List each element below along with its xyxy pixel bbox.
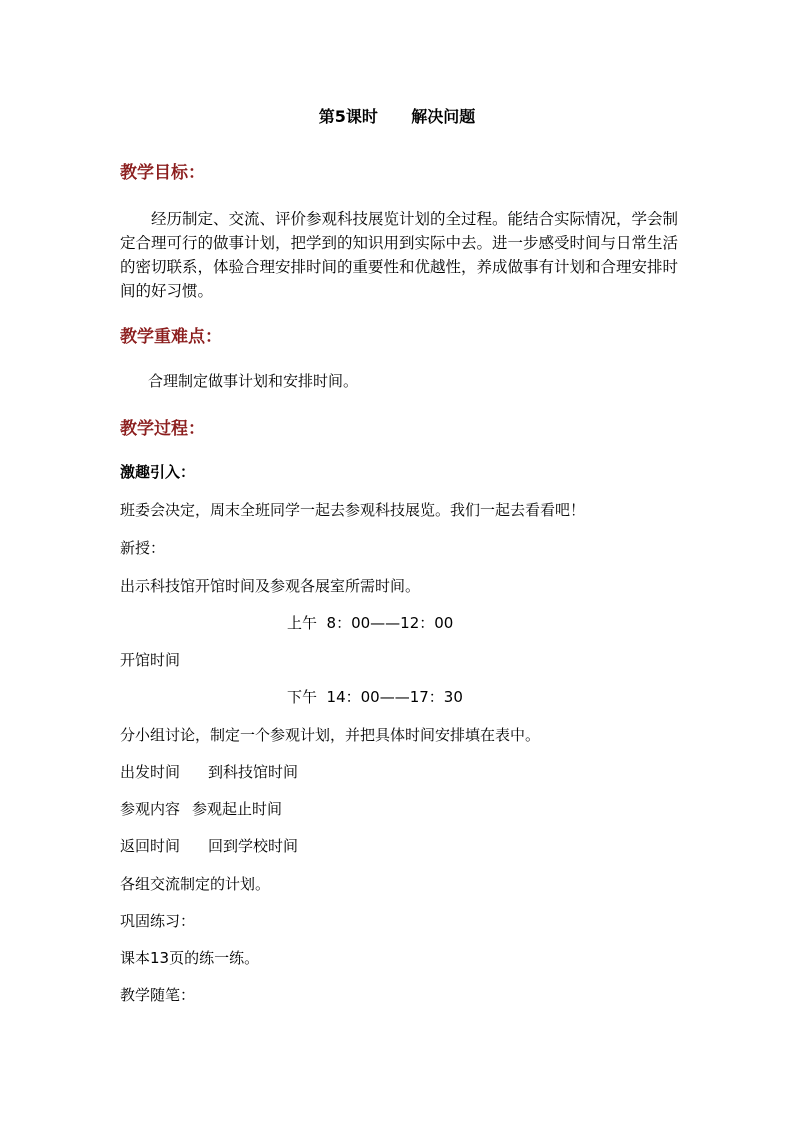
plan-row-label: 参观起止时间 [192,800,283,818]
afternoon-hours: 下午 14：00——17：30 [287,688,463,706]
practice-label: 巩固练习： [120,912,196,930]
page-title: 第5课时 解决问题 [318,107,476,126]
plan-row-label: 到科技馆时间 [208,763,299,781]
intro-label: 激趣引入： [120,463,196,481]
open-time-label: 开馆时间 [120,651,181,669]
key-points-text: 合理制定做事计划和安排时间。 [148,372,359,390]
plan-row-label: 回到学校时间 [208,837,299,855]
discuss-text: 分小组讨论，制定一个参观计划，并把具体时间安排填在表中。 [120,726,541,744]
plan-row-label: 出发时间 [120,763,181,781]
new-lesson-label: 新授： [120,539,166,557]
notes-label: 教学随笔： [120,986,196,1004]
exchange-text: 各组交流制定的计划。 [120,875,271,893]
plan-row-label: 返回时间 [120,837,181,855]
goals-heading: 教学目标： [120,163,205,183]
morning-hours: 上午 8：00——12：00 [287,614,454,632]
goals-paragraph: 经历制定、交流、评价参观科技展览计划的全过程。能结合实际情况，学会制定合理可行的做事计划，把学到的知识用到实际中去。进一步感受时间与日常生活的密切联系，体验合理安排时间的重要性和优越性，养成做事有计划和合理安排时间的好习惯。 [120,210,679,300]
intro-text: 班委会决定，周末全班同学一起去参观科技展览。我们一起去看看吧！ [120,501,586,519]
plan-row [120,839,298,854]
practice-text: 课本13页的练一练。 [120,949,260,967]
plan-row [120,765,298,780]
process-heading: 教学过程： [120,419,205,439]
show-hours-text: 出示科技馆开馆时间及参观各展室所需时间。 [120,577,421,595]
plan-row [120,802,282,817]
key-points-heading: 教学重难点： [120,327,222,347]
plan-row-label: 参观内容 [120,800,181,818]
